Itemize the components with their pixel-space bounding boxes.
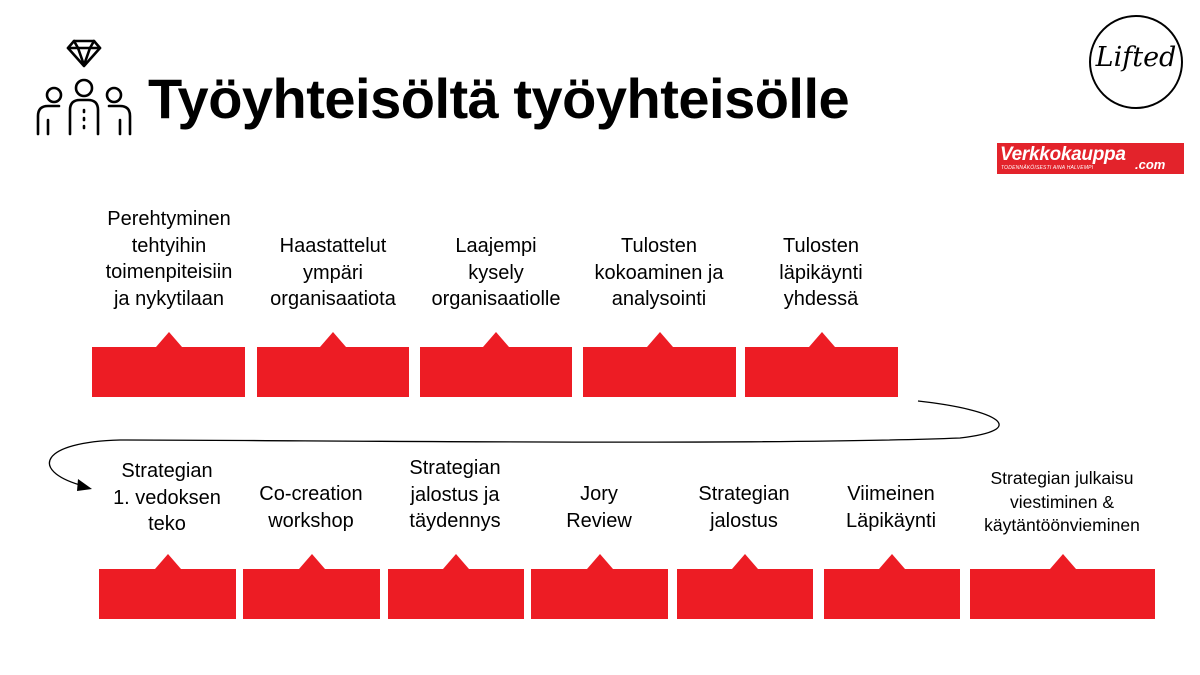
step-bar <box>257 347 409 397</box>
process-step <box>388 553 524 619</box>
process-step <box>824 553 960 619</box>
step-pointer <box>1050 554 1076 569</box>
process-step <box>970 553 1155 619</box>
page-title: Työyhteisöltä työyhteisölle <box>148 67 850 130</box>
process-step <box>92 330 245 397</box>
step-bar <box>824 569 960 619</box>
step-pointer <box>879 554 905 569</box>
step-label: Strategian julkaisu viestiminen & käytäntöönvieminen <box>984 468 1140 535</box>
step-pointer <box>320 332 346 347</box>
step-pointer <box>732 554 758 569</box>
step-bar <box>677 569 813 619</box>
step-pointer <box>443 554 469 569</box>
step-label: Jory Review <box>566 483 632 532</box>
step-label: Strategian 1. vedoksen teko <box>113 460 221 535</box>
step-label: Strategian jalostus ja täydennys <box>409 457 501 532</box>
step-bar <box>583 347 736 397</box>
process-step <box>583 330 736 397</box>
step-label: Co-creation workshop <box>259 483 363 532</box>
step-bar <box>531 569 668 619</box>
step-pointer <box>587 554 613 569</box>
verkkokauppa-logo-com: .com <box>1135 157 1166 172</box>
process-step <box>257 330 409 397</box>
process-step <box>243 553 380 619</box>
step-bar <box>243 569 380 619</box>
process-step <box>677 553 813 619</box>
step-label: Strategian jalostus <box>698 483 790 532</box>
step-label: Perehtyminen tehtyihin toimenpiteisiin ja nykytilaan <box>105 208 233 310</box>
step-pointer <box>155 554 181 569</box>
lifted-logo-text: Lifted <box>1095 42 1177 73</box>
process-step <box>99 553 236 619</box>
step-label: Haastattelut ympäri organisaatiota <box>270 235 396 310</box>
step-pointer <box>156 332 182 347</box>
step-bar <box>92 347 245 397</box>
step-label: Tulosten kokoaminen ja analysointi <box>594 235 724 310</box>
step-label: Tulosten läpikäynti yhdessä <box>779 235 863 310</box>
process-step <box>420 330 572 397</box>
step-label: Laajempi kysely organisaatiolle <box>431 235 561 310</box>
step-label: Viimeinen Läpikäynti <box>845 483 937 532</box>
process-step <box>745 330 898 397</box>
verkkokauppa-logo-tagline: TODENNÄKÖISESTI AINA HALVEMPI <box>1001 165 1094 171</box>
step-pointer <box>299 554 325 569</box>
step-pointer <box>483 332 509 347</box>
step-bar <box>970 569 1155 619</box>
verkkokauppa-logo-text: Verkkokauppa <box>1000 144 1126 165</box>
step-bar <box>420 347 572 397</box>
step-pointer <box>647 332 673 347</box>
process-step <box>531 553 668 619</box>
step-bar <box>745 347 898 397</box>
step-bar <box>388 569 524 619</box>
step-bar <box>99 569 236 619</box>
step-pointer <box>809 332 835 347</box>
